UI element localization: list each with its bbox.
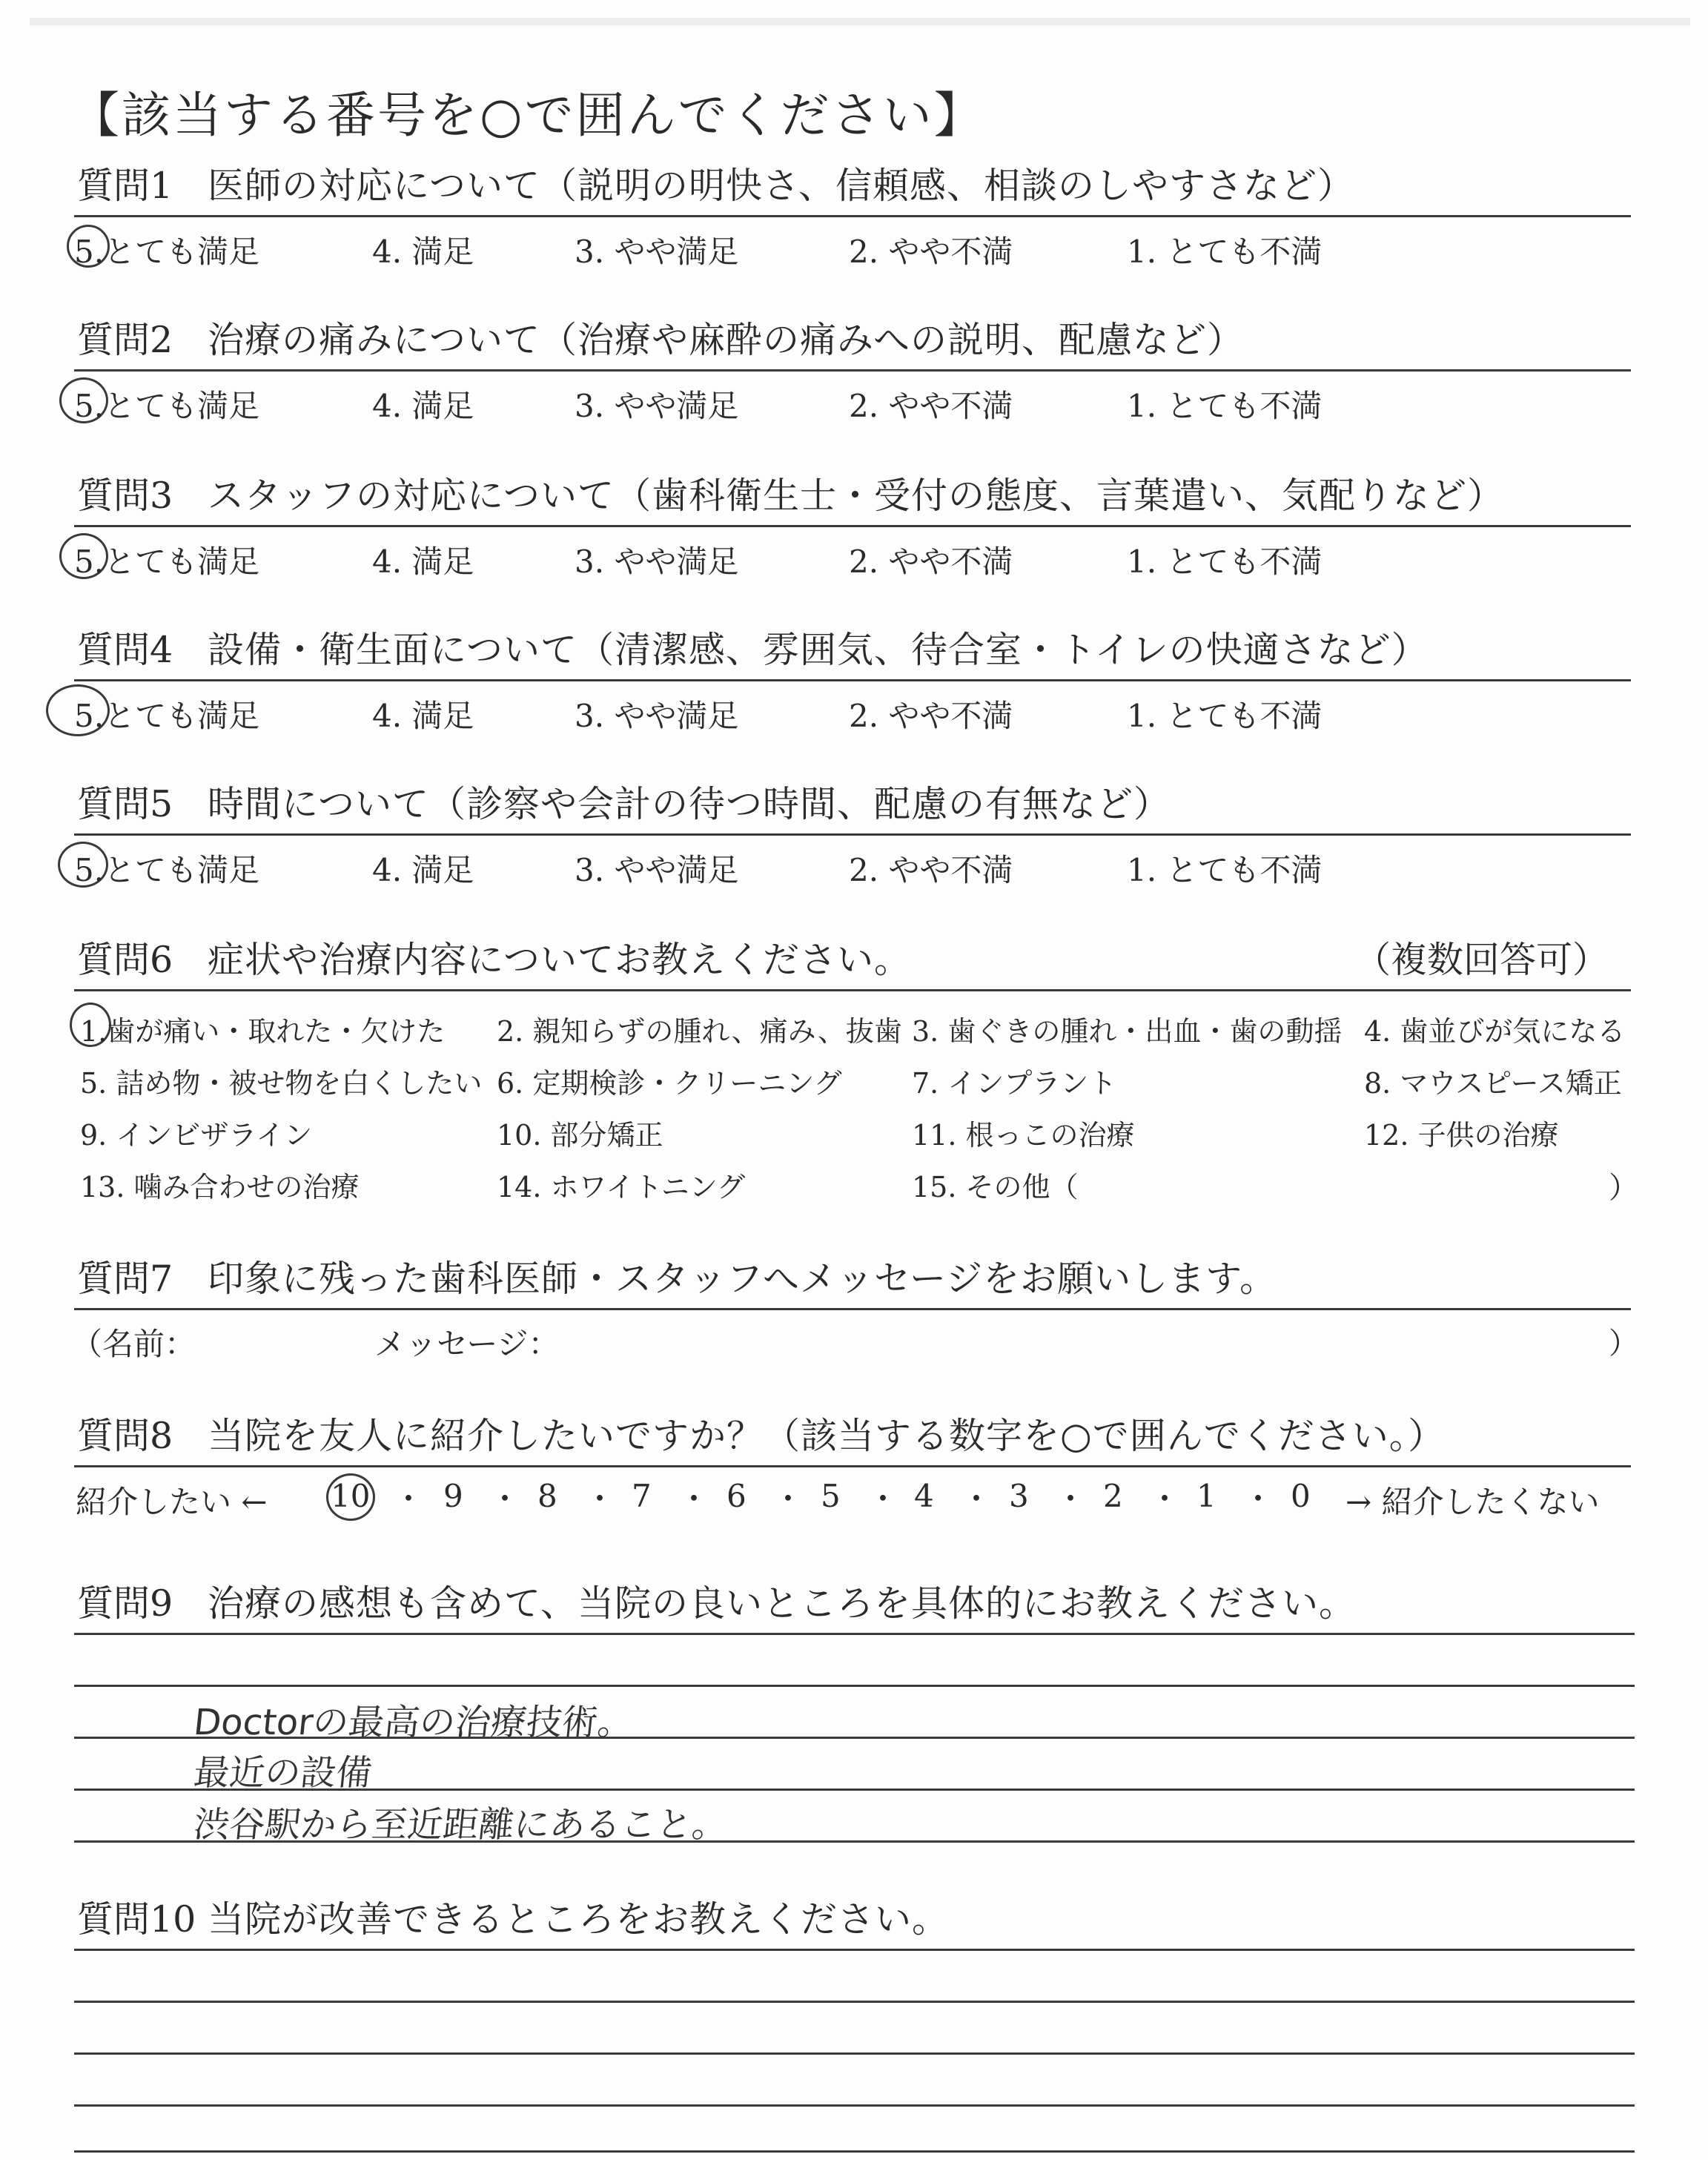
question-header — [74, 621, 1631, 681]
question-header — [74, 1575, 1631, 1633]
question-number: 質問7 — [77, 1258, 173, 1300]
question-header — [74, 931, 1631, 991]
answer-line — [74, 2150, 1635, 2153]
scale-value[interactable]: 5 — [821, 1478, 841, 1514]
choice-2[interactable]: 2. やや不満 — [849, 544, 1013, 580]
choice-4[interactable]: 4. 満足 — [372, 698, 474, 734]
other-close-paren: ） — [1609, 1171, 1638, 1205]
question-7 — [71, 1250, 1638, 1369]
scale-separator: ・ — [393, 1481, 425, 1517]
question-header — [74, 467, 1631, 527]
symptom-option[interactable]: 9. インビザライン — [80, 1119, 313, 1152]
symptom-option[interactable]: 14. ホワイトニング — [497, 1171, 746, 1203]
choice-4[interactable]: 4. 満足 — [372, 388, 474, 424]
symptom-option[interactable]: 10. 部分矯正 — [497, 1119, 663, 1152]
handwritten-answer: Doctorの最高の治療技術。 — [191, 1702, 636, 1743]
question-4 — [74, 621, 1631, 733]
question-text: 当院が改善できるところをお教えください。 — [208, 1898, 950, 1941]
question-text: 治療の痛みについて（治療や麻酔の痛みへの説明、配慮など） — [208, 319, 1245, 361]
page-title: 【該当する番号を○で囲んでください】 — [70, 87, 985, 144]
scale-separator: ・ — [867, 1481, 899, 1517]
symptom-option[interactable]: 3. 歯ぐきの腫れ・出血・歯の動揺 — [912, 1015, 1343, 1048]
choice-1[interactable]: 1. とても不満 — [1127, 544, 1323, 580]
scale-separator: ・ — [1055, 1481, 1087, 1517]
scale-value[interactable]: 3 — [1009, 1478, 1029, 1514]
choice-5[interactable]: 5.とても満足 — [74, 388, 260, 424]
choice-1[interactable]: 1. とても不満 — [1127, 388, 1323, 424]
question-8 — [74, 1407, 1631, 1526]
symptom-option[interactable]: 12. 子供の治療 — [1364, 1119, 1559, 1152]
scale-value[interactable]: 2 — [1103, 1478, 1123, 1514]
question-number: 質問4 — [77, 629, 173, 671]
question-number: 質問10 — [77, 1898, 196, 1941]
answer-line — [74, 2001, 1635, 2003]
scale-separator: ・ — [772, 1481, 804, 1517]
scale-separator: ・ — [961, 1481, 993, 1517]
question-header — [74, 1250, 1631, 1310]
question-text: 治療の感想も含めて、当院の良いところを具体的にお教えください。 — [208, 1582, 1357, 1625]
scale-value[interactable]: 8 — [537, 1478, 557, 1514]
question-5 — [74, 776, 1631, 888]
answer-line — [74, 1633, 1635, 1635]
question-number: 質問8 — [77, 1415, 173, 1457]
message-close-paren: ） — [1609, 1327, 1638, 1361]
answer-line — [74, 2052, 1635, 2055]
choice-2[interactable]: 2. やや不満 — [849, 234, 1013, 270]
question-1 — [74, 157, 1631, 269]
choice-1[interactable]: 1. とても不満 — [1127, 234, 1323, 270]
scale-separator: ・ — [678, 1481, 710, 1517]
rating-choices — [74, 527, 1631, 579]
scale-value[interactable]: 6 — [726, 1478, 747, 1514]
symptom-option[interactable]: 6. 定期検診・クリーニング — [497, 1067, 842, 1100]
rating-choices — [74, 217, 1631, 269]
question-9 — [74, 1575, 1631, 1633]
question-header — [74, 776, 1631, 836]
symptom-option[interactable]: 1.歯が痛い・取れた・欠けた — [80, 1015, 446, 1048]
choice-3[interactable]: 3. やや満足 — [575, 852, 739, 888]
question-number: 質問3 — [77, 475, 173, 517]
answer-line — [74, 1685, 1635, 1687]
rating-choices — [74, 681, 1631, 733]
choice-3[interactable]: 3. やや満足 — [575, 698, 739, 734]
choice-5[interactable]: 5.とても満足 — [74, 234, 260, 270]
symptom-option[interactable]: 8. マウスピース矯正 — [1364, 1067, 1622, 1100]
question-3 — [74, 467, 1631, 579]
question-number: 質問5 — [77, 783, 173, 825]
choice-5[interactable]: 5.とても満足 — [74, 698, 260, 734]
question-text: 印象に残った歯科医師・スタッフへメッセージをお願いします。 — [208, 1258, 1277, 1300]
scale-value[interactable]: 4 — [914, 1478, 934, 1514]
scan-top-edge — [30, 18, 1690, 25]
question-header — [74, 1891, 1631, 1949]
scale-value[interactable]: 1 — [1196, 1478, 1217, 1514]
question-2 — [74, 311, 1631, 423]
question-text: 当院を友人に紹介したいですか？（該当する数字を○で囲んでください。） — [208, 1415, 1446, 1457]
question-number: 質問9 — [77, 1582, 173, 1625]
question-text: 症状や治療内容についてお教えください。 — [208, 939, 912, 981]
choice-3[interactable]: 3. やや満足 — [575, 234, 739, 270]
answer-line — [74, 2104, 1635, 2107]
question-header — [74, 157, 1631, 217]
scale-separator: ・ — [1242, 1481, 1274, 1517]
scale-separator: ・ — [489, 1481, 521, 1517]
scale-separator: ・ — [584, 1481, 616, 1517]
choice-5[interactable]: 5.とても満足 — [74, 544, 260, 580]
choice-4[interactable]: 4. 満足 — [372, 544, 474, 580]
question-number: 質問6 — [77, 939, 173, 981]
message-label: メッセージ： — [374, 1326, 560, 1362]
symptom-option[interactable]: 7. インプラント — [912, 1067, 1117, 1100]
recommend-left-label: 紹介したい ← — [76, 1484, 268, 1520]
choice-2[interactable]: 2. やや不満 — [849, 852, 1013, 888]
question-text: 設備・衛生面について（清潔感、雰囲気、待合室・トイレの快適さなど） — [208, 629, 1429, 671]
handwritten-answer: 渋谷駅から至近距離にあること。 — [191, 1804, 730, 1846]
scale-value[interactable]: 10 — [331, 1478, 371, 1514]
symptom-option[interactable]: 4. 歯並びが気になる — [1364, 1015, 1626, 1048]
answer-line — [74, 1949, 1635, 1951]
choice-5[interactable]: 5.とても満足 — [74, 852, 260, 888]
question-text: 医師の対応について（説明の明快さ、信頼感、相談のしやすさなど） — [208, 165, 1355, 207]
choice-4[interactable]: 4. 満足 — [372, 234, 474, 270]
symptom-option[interactable]: 15. その他（ — [912, 1171, 1079, 1203]
handwritten-answer: 最近の設備 — [191, 1752, 374, 1794]
scale-value[interactable]: 0 — [1291, 1478, 1311, 1514]
question-text: 時間について（診察や会計の待つ時間、配慮の有無など） — [208, 783, 1171, 825]
name-label: （名前： — [71, 1326, 196, 1362]
choice-2[interactable]: 2. やや不満 — [849, 388, 1013, 424]
choice-3[interactable]: 3. やや満足 — [575, 388, 739, 424]
question-header — [74, 311, 1631, 371]
symptom-option[interactable]: 5. 詰め物・被せ物を白くしたい — [80, 1067, 483, 1100]
question-number: 質問1 — [77, 165, 173, 207]
scale-value[interactable]: 9 — [443, 1478, 463, 1514]
symptom-option[interactable]: 13. 噛み合わせの治療 — [80, 1171, 360, 1203]
scale-value[interactable]: 7 — [632, 1478, 652, 1514]
choice-4[interactable]: 4. 満足 — [372, 852, 474, 888]
question-6 — [74, 931, 1638, 1221]
rating-choices — [74, 371, 1631, 423]
choice-3[interactable]: 3. やや満足 — [575, 544, 739, 580]
recommend-scale — [74, 1467, 1631, 1519]
question-header — [74, 1407, 1631, 1467]
question-text: スタッフの対応について（歯科衛生士・受付の態度、言葉遣い、気配りなど） — [208, 475, 1505, 517]
symptom-option[interactable]: 2. 親知らずの腫れ、痛み、抜歯 — [497, 1015, 902, 1048]
question-number: 質問2 — [77, 319, 173, 361]
choice-1[interactable]: 1. とても不満 — [1127, 852, 1323, 888]
scale-separator: ・ — [1149, 1481, 1181, 1517]
choice-2[interactable]: 2. やや不満 — [849, 698, 1013, 734]
multiple-answer-note: （複数回答可） — [1354, 939, 1609, 981]
rating-choices — [74, 836, 1631, 888]
recommend-right-label: → 紹介したくない — [1345, 1484, 1600, 1520]
choice-1[interactable]: 1. とても不満 — [1127, 698, 1323, 734]
symptom-option[interactable]: 11. 根っこの治療 — [912, 1119, 1135, 1152]
question-10 — [74, 1891, 1631, 1949]
